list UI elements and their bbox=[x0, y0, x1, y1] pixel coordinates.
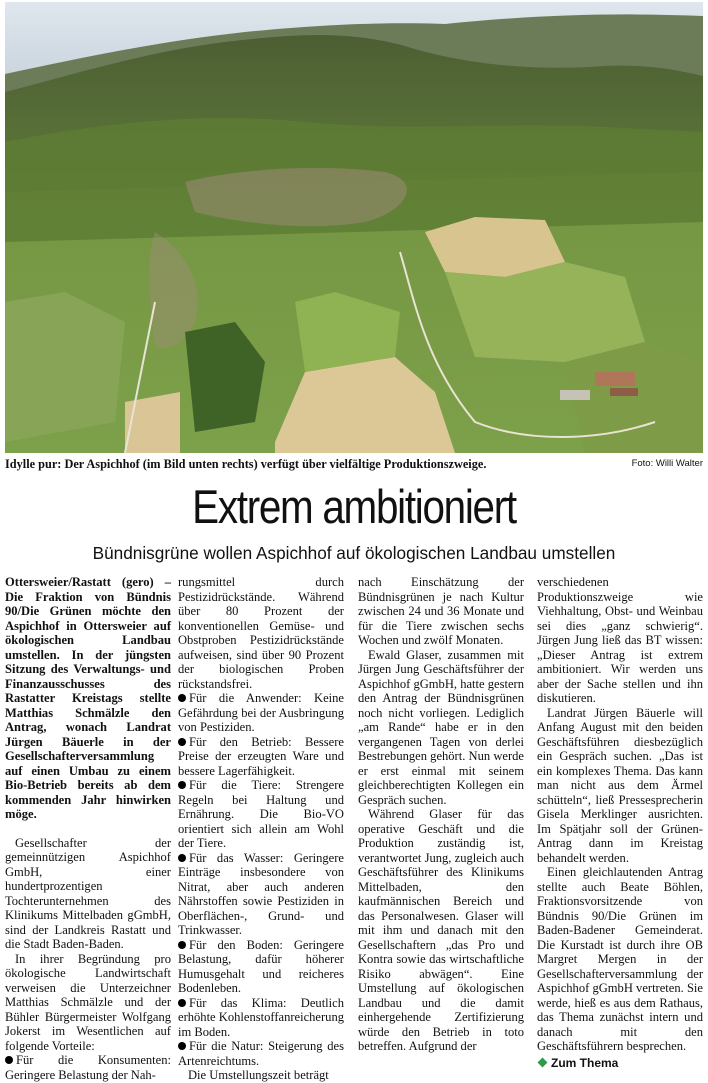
bullet-dot-icon bbox=[5, 1056, 13, 1064]
bullet-text: Für die Tiere: Strengere Regeln bei Haltung und Ernährung. Die Bio-VO orientiert sich allein am Wohl der Tiere. bbox=[178, 778, 344, 850]
paragraph: Landrat Jürgen Bäuerle will Anfang August mit den beiden Geschäftsführen diesbezüglich ein Gespräch suchen. „Das ist ein komplexes Thema. Das kann man nicht aus dem Ärmel schütteln“, ließ Pressesprecherin Gisela Merklinger ausrichten. Im Spätjahr soll der Grünen-Antrag dann im Kreistag behandelt werden. bbox=[537, 705, 703, 865]
bullet-item bbox=[5, 1053, 171, 1082]
paragraph: Einen gleichlautenden Antrag stellte auch Beate Böhlen, Fraktionsvorsitzende von Bündnis 90/Die Grünen im Baden-Badener Gemeinderat. Die Kurstadt ist durch ihre OB Margret Mergen in der Gesellschafterversammlung der Aspichhof gGmbH vertreten. Sie werde, hieß es aus dem Rathaus, das Thema zunächst intern und danach mit den Geschäftsführern besprechen. bbox=[537, 865, 703, 1053]
bullet-text: Für das Wasser: Geringere Einträge insbesondere von Nitrat, aber auch anderen Nährstoffen sowie Pestiziden in Oberflächen-, Grund- und Trinkwasser. bbox=[178, 850, 344, 937]
bullet-dot-icon bbox=[178, 738, 186, 746]
paragraph: Ewald Glaser, zusammen mit Jürgen Jung Geschäftsführer der Aspichhof gGmbH, hatte gestern den Antrag der Bündnisgrünen noch nicht vorliegen. Lediglich „am Rande“ habe er in den vergangenen Tagen von derlei Bestrebungen gehört. Nun werde er erst einmal mit seinem gleichberechtigten Kollegen ein Gespräch suchen. bbox=[358, 647, 524, 807]
bullet-dot-icon bbox=[178, 941, 186, 949]
bullet-dot-icon bbox=[178, 694, 186, 702]
caption-text: Idylle pur: Der Aspichhof (im Bild unten rechts) verfügt über vielfältige Produktionszweige. bbox=[5, 457, 487, 471]
paragraph: Die Umstellungszeit beträgt bbox=[188, 1068, 329, 1082]
bullet-item bbox=[178, 938, 344, 996]
zum-thema-label: Zum Thema bbox=[551, 1055, 619, 1070]
paragraph: In ihrer Begründung pro ökologische Landwirtschaft verweisen die Unterzeichner Matthias Schmälzle und der Bühler Bürgermeister Wolfgang Jokerst im Wesentlichen auf folgende Vorteile: bbox=[5, 951, 171, 1053]
paragraph: rungsmittel durch Pestizidrückstände. Während über 80 Prozent der konventionellen Gemüse- und Obstproben Pestizidrückstände aufweisen, sind über 90 Prozent der biologischen Proben rückstandsfrei. bbox=[178, 575, 344, 691]
bullet-text: Für die Anwender: Keine Gefährdung bei der Ausbringung von Pestiziden. bbox=[178, 691, 344, 734]
bullet-dot-icon bbox=[178, 854, 186, 862]
bullet-text: Für den Betrieb: Bessere Preise der erzeugten Ware und bessere Lagerfähigkeit. bbox=[178, 734, 344, 778]
bullet-text: Für die Natur: Steigerung des Artenreichtums. bbox=[178, 1039, 344, 1068]
bullet-dot-icon bbox=[178, 781, 186, 789]
paragraph: verschiedenen Produktionszweige wie Viehhaltung, Obst- und Weinbau sei dies „ganz schwierig“. Jürgen Jung ließ das BT wissen: „Dieser Antrag ist extrem ambitioniert. Wir werden uns aber der Sache stellen und ihn diskutieren. bbox=[537, 575, 703, 705]
bullet-dot-icon bbox=[178, 999, 186, 1007]
bullet-dot-icon bbox=[178, 1042, 186, 1050]
bullet-text: Für das Klima: Deutlich erhöhte Kohlenstoffanreicherung im Boden. bbox=[178, 995, 344, 1039]
bullet-item bbox=[178, 996, 344, 1040]
lead-paragraph: Ottersweier/Rastatt (gero) – Die Fraktion von Bündnis 90/Die Grünen möchte den Aspichhof in Ottersweier auf ökologischen Landbau umstellen. In der jüngsten Sitzung des Verwaltungs- und Finanzausschusses des Rastatter Kreistags stellte Matthias Schmälzle den Antrag, wonach Landrat Jürgen Bäuerle in der Gesellschafterversammlung auf einen Umbau zu einem Bio-Betrieb bereits ab dem kommenden Jahr hinwirken möge. bbox=[5, 575, 171, 821]
bullet-item bbox=[178, 851, 344, 938]
diamond-icon bbox=[538, 1057, 548, 1067]
subheadline: Bündnisgrüne wollen Aspichhof auf ökologischen Landbau umstellen bbox=[92, 543, 616, 563]
photo-caption bbox=[5, 456, 703, 472]
zum-thema-link[interactable] bbox=[537, 1056, 703, 1071]
article-body bbox=[5, 575, 703, 1082]
column-3 bbox=[358, 575, 524, 1053]
bullet-text: Für den Boden: Geringere Belastung, dafür höherer Humusgehalt und reicheres Bodenleben. bbox=[178, 937, 344, 995]
bullet-item bbox=[178, 735, 344, 779]
headline: Extrem ambitioniert bbox=[192, 480, 516, 533]
bullet-item bbox=[178, 691, 344, 735]
column-4 bbox=[537, 575, 703, 1070]
column-1 bbox=[5, 575, 171, 1082]
aerial-photo bbox=[5, 2, 703, 453]
bullet-text: Für die Konsumenten: Geringere Belastung der Nah- bbox=[5, 1053, 171, 1082]
aerial-landscape-image bbox=[5, 2, 703, 453]
bullet-item bbox=[178, 778, 344, 851]
column-2 bbox=[178, 575, 344, 1082]
bullet-item bbox=[178, 1039, 344, 1068]
paragraph: Während Glaser für das operative Geschäft und die Produktion zuständig ist, verantwortet Jung, zugleich auch Geschäftsführer des Klinikums Mittelbaden, den kaufmännischen Bereich und das Personalwesen. Glaser will mit ihm und danach mit den Gesellschaftern „das Pro und Kontra sowie das wirtschaftliche Risiko abwägen“. Eine Umstellung auf ökologischen Landbau und die damit einhergehende Zertifizierung würde den Betrieb in toto betreffen. Aufgrund der bbox=[358, 807, 524, 1053]
paragraph: nach Einschätzung der Bündnisgrünen je nach Kultur zwischen 24 und 36 Monate und für die Tiere zwischen sechs Wochen und zwölf Monaten. bbox=[358, 575, 524, 647]
photo-credit: Foto: Willi Walter bbox=[631, 458, 703, 469]
paragraph: Gesellschafter der gemeinnützigen Aspichhof GmbH, einer hundertprozentigen Tochterunternehmen des Klinikums Mittelbaden gGmbH, sind der Landkreis Rastatt und die Stadt Baden-Baden. bbox=[5, 835, 171, 951]
